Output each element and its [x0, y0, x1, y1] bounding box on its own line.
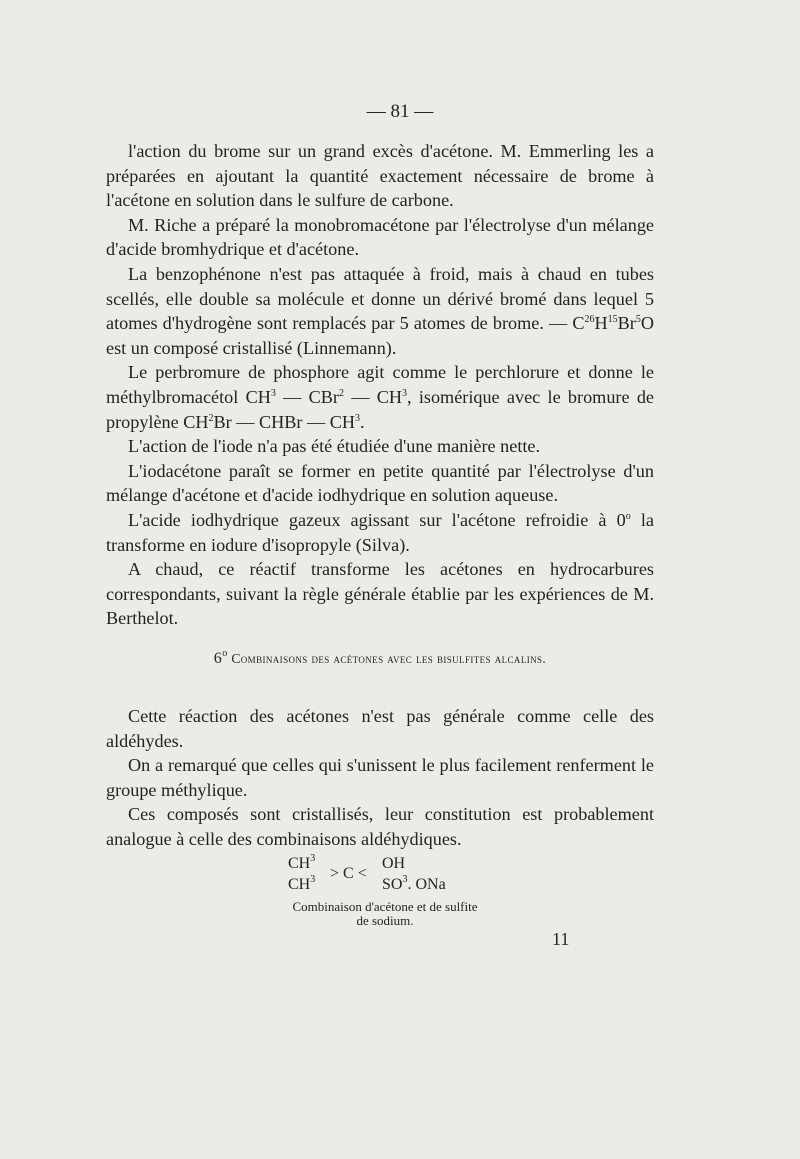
body-text-top [106, 139, 654, 631]
formula-right-top: OH [382, 855, 406, 872]
formula-core: > C < [330, 865, 367, 882]
formula-left-top: $CH^3$ [288, 853, 316, 872]
formula-right-bottom: $SO^3$. ONa [382, 874, 446, 893]
paragraph: Ces composés sont cristallisés, leur constitution est probablement analogue à celle des combinaisons aldéhydiques. [106, 804, 654, 849]
paragraph: L'action de l'iode n'a pas été étudiée d'une manière nette. [128, 436, 541, 457]
paragraph: L'acide iodhydrique gazeux agissant sur l'acétone refroidie à 0$^o$ la transforme en iodure d'isopropyle (Silva). [106, 509, 654, 555]
paragraph: La benzophénone n'est pas attaquée à froid, mais à chaud en tubes scellés, elle double sa molécule et donne un dérivé bromé dans lequel 5 atomes d'hydrogène sont remplacés par 5 atomes de brome. — $C^{26}H^{15}Br^5O$ est un composé cristallisé (Linnemann). [106, 263, 654, 358]
paragraph: A chaud, ce réactif transforme les acétones en hydrocarbures correspondants, suivant la règle générale établie par les expériences de M. Berthelot. [106, 559, 654, 629]
paragraph: M. Riche a préparé la monobromacétone par l'électrolyse d'un mélange d'acide bromhydrique et d'acétone. [106, 214, 654, 260]
paragraph: l'action du brome sur un grand excès d'acétone. M. Emmerling les a préparées en ajoutant la quantité exactement nécessaire de brome à l'acétone en solution dans le sulfure de carbone. [106, 141, 654, 211]
section-heading-text: Combinaisons des acétones avec les bisulfites alcalins. [231, 651, 547, 666]
formula-caption: Combinaison d'acétone et de sulfite de sodium. [292, 899, 478, 928]
chemical-formula [286, 855, 486, 901]
page-number: — 81 — [366, 101, 434, 122]
paragraph: L'iodacétone paraît se former en petite quantité par l'électrolyse d'un mélange d'acétone et d'acide iodhydrique en solution aqueuse. [106, 460, 654, 506]
body-text-bottom [106, 704, 654, 852]
formula-left-bottom: $CH^3$ [288, 874, 316, 893]
paragraph: Le perbromure de phosphore agit comme le perchlorure et donne le méthylbromacétol $CH^3$ — CBr$^2$ — $CH^3$, isomérique avec le bromure de propylène $CH^2Br$ — CHBr — $CH^3$. [106, 362, 654, 432]
paragraph: Cette réaction des acétones n'est pas générale comme celle des aldéhydes. [106, 706, 654, 751]
paragraph: On a remarqué que celles qui s'unissent le plus facilement renferment le groupe méthylique. [106, 755, 654, 800]
signature-mark: 11 [552, 929, 570, 949]
section-heading: 6$^o$ Combinaisons des acétones avec les bisulfites alcalins. [213, 648, 547, 667]
